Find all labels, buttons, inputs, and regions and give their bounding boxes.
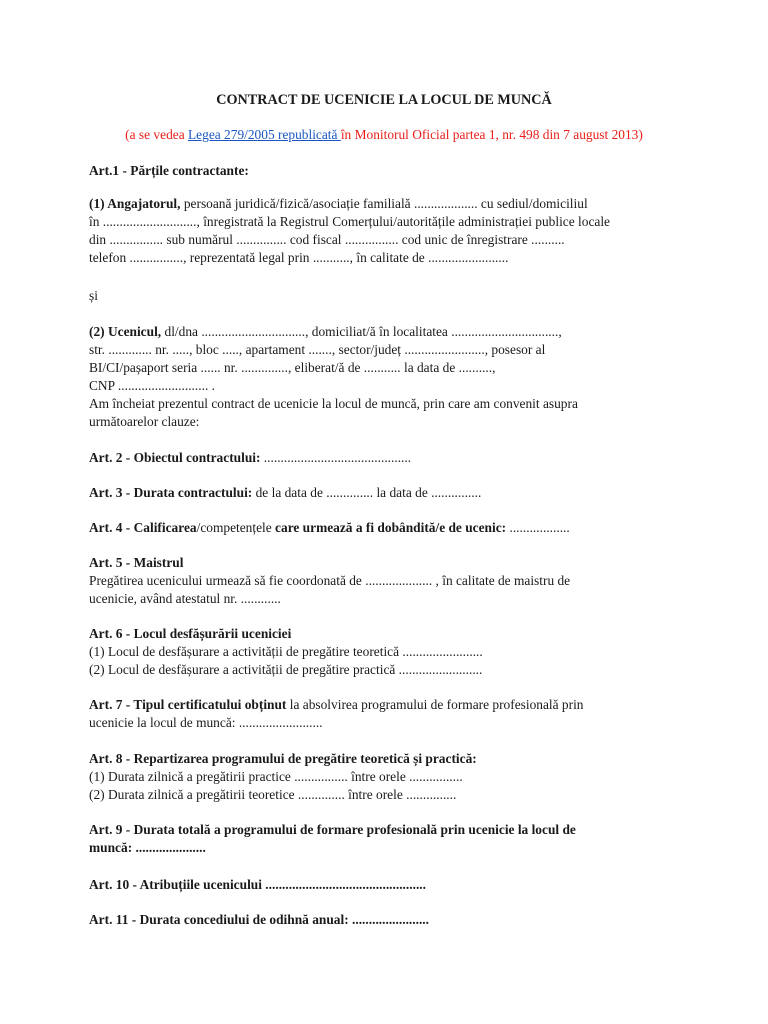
art5-line: Pregătirea ucenicului urmează să fie coordonată de .................... , în calitate de maistru de <box>89 573 571 588</box>
reference-prefix: (a se vedea <box>125 127 188 142</box>
art6 <box>89 625 689 679</box>
art4 <box>89 519 689 537</box>
art10-heading: Art. 10 - Atribuțiile ucenicului ................................................ <box>89 877 426 892</box>
art9-heading-2: muncă <box>89 840 128 855</box>
art5-line: ucenicie, având atestatul nr. ............ <box>89 591 281 606</box>
art3-heading: Art. 3 - Durata contractului: <box>89 485 253 500</box>
angajator-line: din ................ sub numărul ............... cod fiscal ................ cod unic de înregistrare .......... <box>89 232 565 247</box>
art9-heading: Art. 9 - Durata totală a programului de formare profesională prin ucenicie la locul de <box>89 822 576 837</box>
art2-text: ............................................ <box>260 450 412 465</box>
art6-line: (2) Locul de desfășurare a activității de pregătire practică ......................... <box>89 662 483 677</box>
art10 <box>89 876 689 894</box>
ucenic-line: dl/dna ..............................., domiciliat/ă în localitatea ................................, <box>161 324 562 339</box>
art2 <box>89 449 689 467</box>
art4-heading-b: care urmează a fi dobândită/e de ucenic: <box>271 520 507 535</box>
ucenic-line: următoarelor clauze: <box>89 414 200 429</box>
art5-heading: Art. 5 - Maistrul <box>89 555 184 570</box>
art9-text: : ..................... <box>127 840 206 855</box>
ucenic-paragraph <box>89 323 689 431</box>
angajator-line: persoană juridică/fizică/asociație familială ................... cu sediul/domiciliul <box>180 196 588 211</box>
angajator-label: (1) Angajatorul, <box>89 196 181 211</box>
art3 <box>89 484 689 502</box>
art8-line: (1) Durata zilnică a pregătirii practice ................ între orele ................ <box>89 769 463 784</box>
art6-line: (1) Locul de desfășurare a activității de pregătire teoretică ........................ <box>89 644 483 659</box>
art7 <box>89 696 689 732</box>
art9 <box>89 821 689 857</box>
angajator-paragraph <box>89 195 689 267</box>
law-link[interactable]: Legea 279/2005 republicată <box>188 127 341 142</box>
art8-heading: Art. 8 - Repartizarea programului de pregătire teoretică și practică: <box>89 751 477 766</box>
art1-heading: Art.1 - Părțile contractante: <box>89 163 249 178</box>
art11 <box>89 911 689 929</box>
document-title: CONTRACT DE UCENICIE LA LOCUL DE MUNCĂ <box>216 92 552 108</box>
conjunction-si: și <box>89 288 98 303</box>
angajator-line: telefon ................, reprezentată legal prin ..........., în calitate de ........................ <box>89 250 509 265</box>
art8 <box>89 750 689 804</box>
art7-text: la absolvirea programului de formare profesională prin <box>286 697 584 712</box>
art11-heading: Art. 11 - Durata concediului de odihnă anual: ....................... <box>89 912 430 927</box>
angajator-line: în ............................, înregistrată la Registrul Comerțului/autoritățile administrației publice locale <box>89 214 610 229</box>
art5 <box>89 554 689 608</box>
art4-heading: Art. 4 - Calificarea <box>89 520 197 535</box>
art4-mid: /competențele <box>196 520 272 535</box>
art2-heading: Art. 2 - Obiectul contractului: <box>89 450 261 465</box>
ucenic-label: (2) Ucenicul, <box>89 324 162 339</box>
art3-text: de la data de .............. la data de ............... <box>252 485 482 500</box>
ucenic-line: str. ............. nr. ....., bloc ....., apartament ......., sector/județ ........................, posesor al <box>89 342 546 357</box>
ucenic-line: Am încheiat prezentul contract de ucenicie la locul de muncă, prin care am convenit asupra <box>89 396 578 411</box>
art6-heading: Art. 6 - Locul desfășurării uceniciei <box>89 626 292 641</box>
law-reference <box>0 127 768 143</box>
art7-line: ucenicie la locul de muncă: ......................... <box>89 715 323 730</box>
reference-suffix: în Monitorul Oficial partea 1, nr. 498 din 7 august 2013) <box>340 127 643 142</box>
ucenic-line: CNP ........................... . <box>89 378 215 393</box>
art7-heading: Art. 7 - Tipul certificatului obținut <box>89 697 287 712</box>
art4-text: .................. <box>506 520 570 535</box>
ucenic-line: BI/CI/pașaport seria ...... nr. .............., eliberat/ă de ........... la data de .........., <box>89 360 496 375</box>
art8-line: (2) Durata zilnică a pregătirii teoretice .............. între orele ............... <box>89 787 457 802</box>
